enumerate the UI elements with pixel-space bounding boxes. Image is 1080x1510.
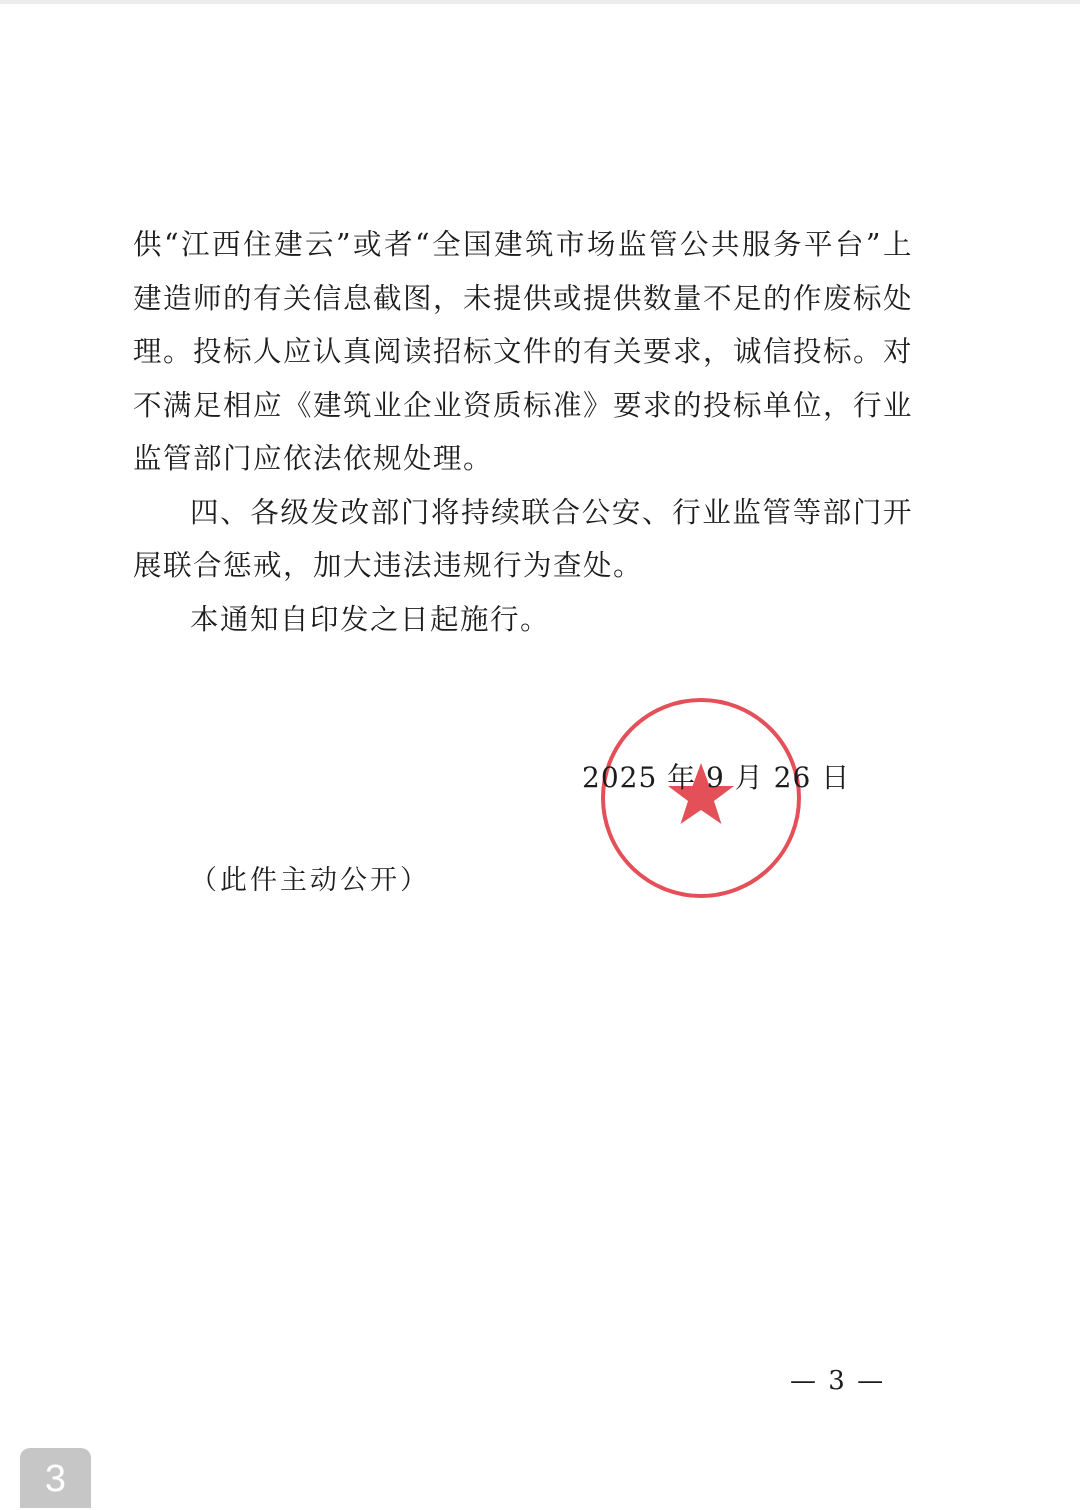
paragraph-four: 四、各级发改部门将持续联合公安、行业监管等部门开展联合惩戒，加大违法违规行为查处。 (133, 495, 913, 582)
official-seal (598, 695, 804, 901)
page-number: — 3 — (790, 1366, 886, 1396)
paragraph-continuation: 供“江西住建云”或者“全国建筑市场监管公共服务平台”上建造师的有关信息截图，未提供或提供数量不足的作废标处理。投标人应认真阅读招标文件的有关要求，诚信投标。对不满足相应《建筑业企业资质标准》要求的投标单位，行业监管部门应依法依规处理。 (133, 228, 914, 475)
public-note: （此件主动公开） (190, 865, 430, 896)
document-body (133, 218, 913, 646)
paragraph-effective: 本通知自印发之日起施行。 (190, 602, 551, 636)
page-indicator-badge[interactable]: 3 (20, 1448, 91, 1508)
issue-date: 2025 年 9 月 26 日 (582, 761, 851, 794)
top-edge (0, 0, 1080, 4)
